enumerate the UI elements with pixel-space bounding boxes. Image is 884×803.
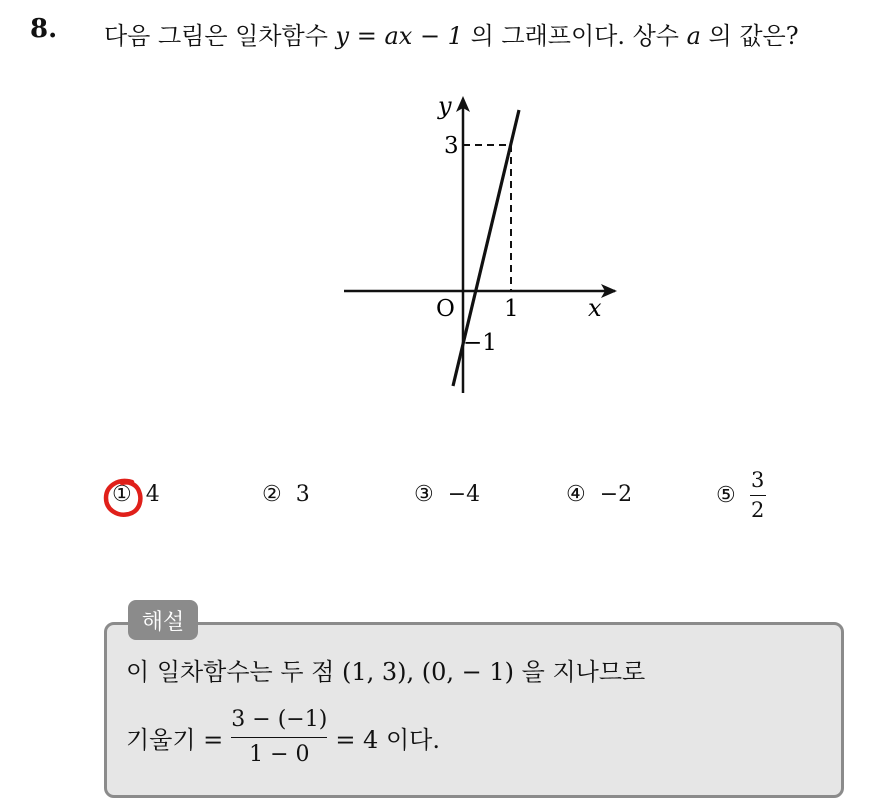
choice-4[interactable] xyxy=(566,482,632,507)
question-text-mid: 의 그래프이다. 상수 xyxy=(462,22,687,50)
choice-4-mark: ④ xyxy=(566,482,586,507)
choice-2-value: 3 xyxy=(295,482,310,507)
solution-fraction-bar xyxy=(231,737,327,738)
choice-2[interactable] xyxy=(262,482,310,507)
solution-slope-prefix: 기울기 = xyxy=(126,726,224,755)
solution-line-1: 이 일차함수는 두 점 (1, 3), (0, − 1) 을 지나므로 xyxy=(126,658,646,686)
solution-fraction xyxy=(231,708,327,767)
choice-5-fraction xyxy=(750,470,766,521)
question-text-post: 의 값은? xyxy=(700,22,799,50)
choice-5[interactable] xyxy=(716,470,766,521)
question-text xyxy=(104,16,799,51)
tick-label-x-1: 1 xyxy=(504,296,519,322)
x-axis-label: x xyxy=(588,294,602,322)
solution-label: 해설 xyxy=(128,600,198,640)
question-constant: a xyxy=(686,22,701,50)
choice-5-numerator: 3 xyxy=(751,468,765,492)
y-axis-label: y xyxy=(438,92,452,120)
answer-choices xyxy=(0,468,884,542)
choice-2-mark: ② xyxy=(262,482,282,507)
question-text-pre: 다음 그림은 일차함수 xyxy=(104,22,336,50)
choice-3-mark: ③ xyxy=(414,482,434,507)
solution-slope-suffix: = 4 이다. xyxy=(335,726,440,755)
choice-3-value: −4 xyxy=(447,482,481,507)
function-graph xyxy=(330,88,630,398)
fraction-bar xyxy=(750,495,766,496)
intercept-label: −1 xyxy=(463,330,497,356)
choice-1[interactable] xyxy=(112,482,160,507)
choice-5-denominator: 2 xyxy=(751,498,765,522)
solution-denominator: 1 − 0 xyxy=(249,742,310,768)
choice-3[interactable] xyxy=(414,482,480,507)
tick-label-y-3: 3 xyxy=(444,133,459,159)
choice-1-value: 4 xyxy=(145,482,160,507)
solution-numerator: 3 − (−1) xyxy=(231,707,328,732)
choice-4-value: −2 xyxy=(599,482,633,507)
solution-line-2 xyxy=(126,708,440,767)
origin-label: O xyxy=(436,296,455,322)
question-number: 8. xyxy=(30,14,58,44)
choice-5-mark: ⑤ xyxy=(716,483,736,508)
choice-1-mark: ① xyxy=(112,482,132,507)
question-equation: y = ax − 1 xyxy=(335,22,463,50)
